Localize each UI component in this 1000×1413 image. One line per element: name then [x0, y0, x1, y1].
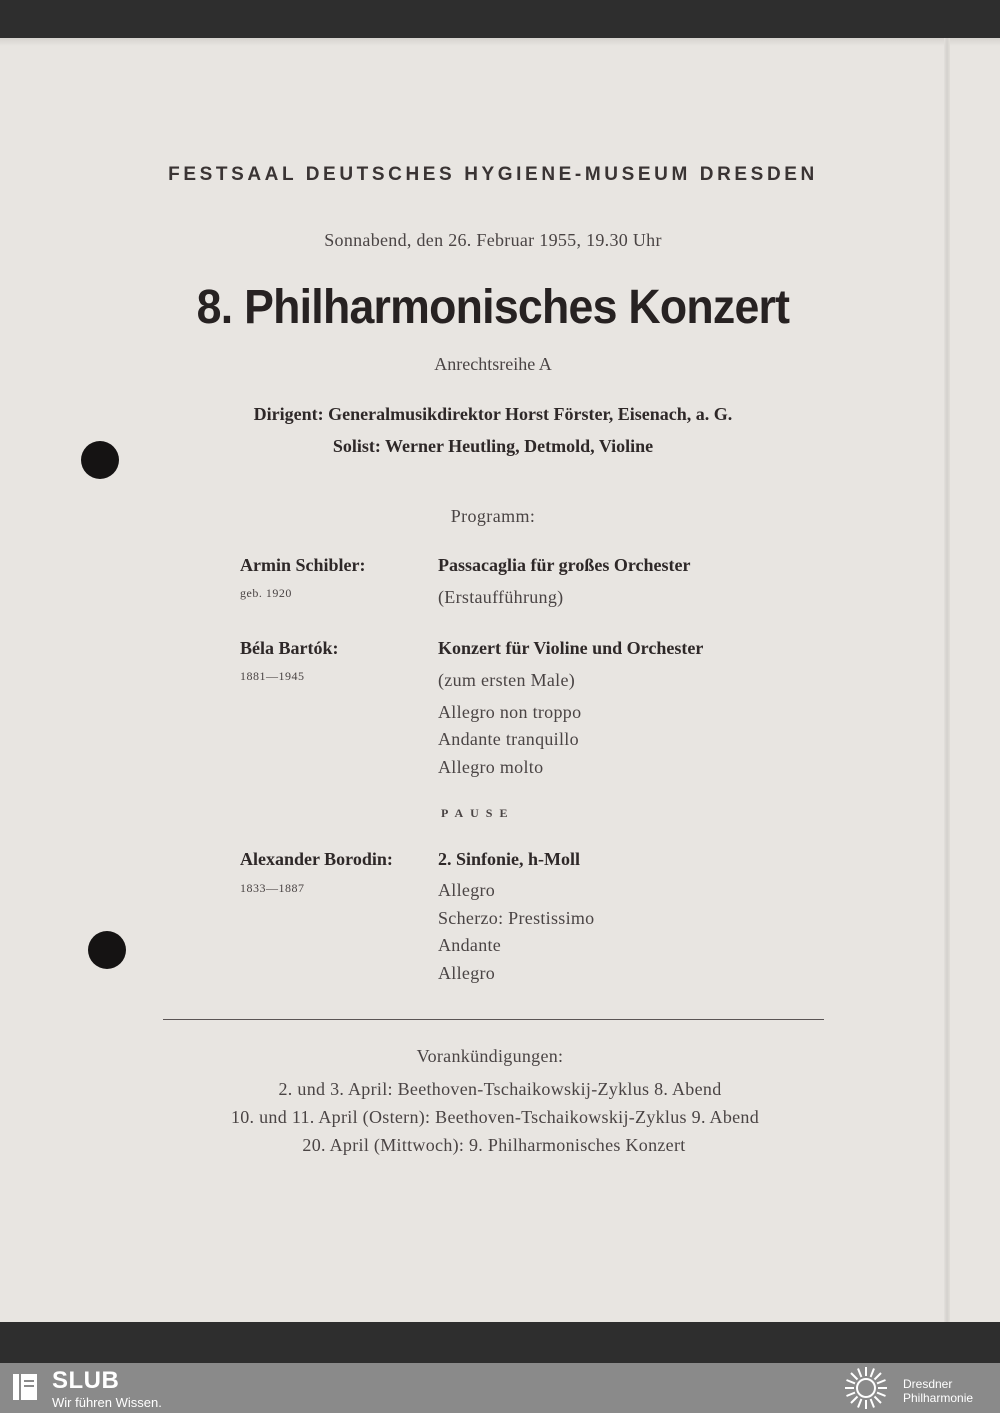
work-title: Konzert für Violine und Orchester — [438, 638, 704, 658]
concert-title: 8. Philharmonisches Konzert — [196, 281, 790, 334]
composer-years: 1881—1945 — [240, 669, 305, 683]
venue-heading: FESTSAAL DEUTSCHES HYGIENE-MUSEUM DRESDEN — [168, 164, 818, 185]
program-sheet — [0, 38, 1000, 1322]
conductor-line: Dirigent: Generalmusikdirektor Horst Förster, Eisenach, a. G. — [253, 404, 733, 424]
movement: Allegro molto — [438, 757, 544, 777]
announcement-line: 10. und 11. April (Ostern): Beethoven-Tschaikowskij-Zyklus 9. Abend — [230, 1107, 760, 1127]
viewer-footer — [0, 1363, 1000, 1413]
movement: Allegro — [438, 963, 496, 983]
starburst-logo-icon — [842, 1365, 890, 1411]
announcement-line: 2. und 3. April: Beethoven-Tschaikowskij-Zyklus 8. Abend — [278, 1079, 722, 1099]
partner-name-line1[interactable]: Dresdner — [903, 1377, 953, 1391]
divider-rule — [163, 1019, 824, 1020]
movement: Scherzo: Prestissimo — [438, 908, 595, 928]
movement: Allegro non troppo — [438, 702, 582, 722]
pause-marker: PAUSE — [441, 806, 515, 820]
composer-name: Béla Bartók: — [240, 638, 339, 658]
composer-years: geb. 1920 — [240, 586, 292, 600]
paper-shadow — [0, 38, 1000, 46]
program-heading: Programm: — [450, 506, 536, 526]
announcement-line: 20. April (Mittwoch): 9. Philharmonisches Konzert — [302, 1135, 686, 1155]
book-icon — [10, 1371, 40, 1403]
slub-logo-text[interactable]: SLUB — [52, 1367, 120, 1394]
scan-bottom-border — [0, 1322, 1000, 1363]
movement: Andante — [438, 935, 502, 955]
composer-years: 1833—1887 — [240, 881, 305, 895]
work-title: Passacaglia für großes Orchester — [438, 555, 691, 575]
subscription-series: Anrechtsreihe A — [434, 354, 552, 374]
concert-date: Sonnabend, den 26. Februar 1955, 19.30 Uhr — [324, 230, 662, 250]
work-note: (Erstaufführung) — [438, 587, 564, 607]
slub-tagline: Wir führen Wissen. — [52, 1395, 162, 1410]
composer-name: Armin Schibler: — [240, 555, 366, 575]
announcements-heading: Vorankündigungen: — [416, 1046, 564, 1066]
soloist-line: Solist: Werner Heutling, Detmold, Violine — [332, 436, 654, 456]
scan-top-border — [0, 0, 1000, 38]
composer-name: Alexander Borodin: — [240, 849, 393, 869]
partner-name-line2[interactable]: Philharmonie — [903, 1391, 974, 1405]
work-title: 2. Sinfonie, h-Moll — [438, 849, 581, 869]
movement: Allegro — [438, 880, 496, 900]
movement: Andante tranquillo — [438, 729, 579, 749]
work-note: (zum ersten Male) — [438, 670, 576, 690]
punch-hole-bottom — [88, 931, 126, 969]
